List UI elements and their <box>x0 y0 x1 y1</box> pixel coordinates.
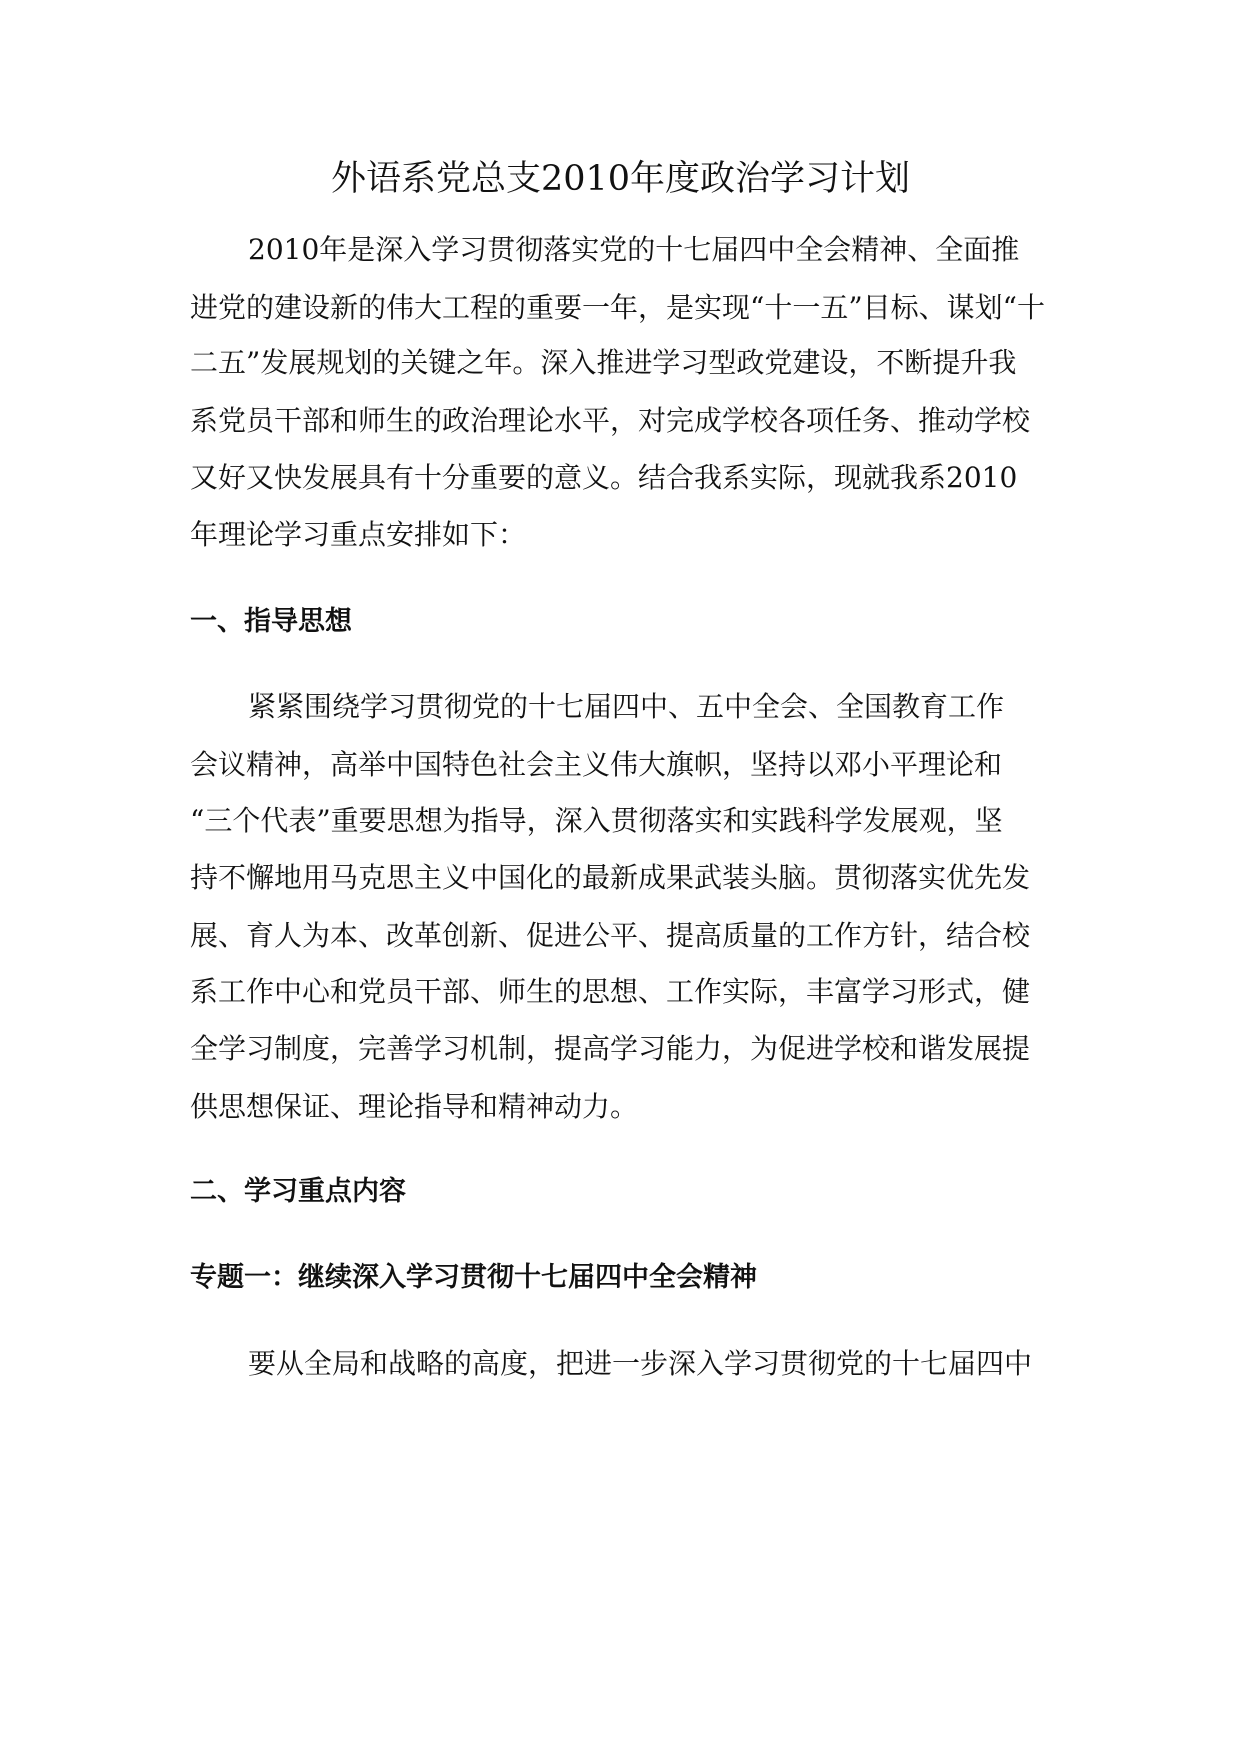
section-1-line-3: “三个代表”重要思想为指导，深入贯彻落实和实践科学发展观，坚 <box>190 804 1003 837</box>
intro-line-4: 系党员干部和师生的政治理论水平，对完成学校各项任务、推动学校 <box>190 404 1031 437</box>
intro-line-1: 2010年是深入学习贯彻落实党的十七届四中全会精神、全面推 <box>248 233 1020 266</box>
intro-line-2: 进党的建设新的伟大工程的重要一年，是实现“十一五”目标、谋划“十 <box>190 291 1045 324</box>
section-1-heading: 一、指导思想 <box>190 606 352 637</box>
section-1-line-5: 展、育人为本、改革创新、促进公平、提高质量的工作方针，结合校 <box>190 919 1031 952</box>
section-1-line-6: 系工作中心和党员干部、师生的思想、工作实际，丰富学习形式，健 <box>190 975 1031 1008</box>
section-1-line-1: 紧紧围绕学习贯彻党的十七届四中、五中全会、全国教育工作 <box>248 690 1005 723</box>
section-1-line-8: 供思想保证、理论指导和精神动力。 <box>190 1090 639 1123</box>
intro-line-5: 又好又快发展具有十分重要的意义。结合我系实际，现就我系2010 <box>190 461 1018 494</box>
topic-1-line-1: 要从全局和战略的高度，把进一步深入学习贯彻党的十七届四中 <box>248 1347 1033 1380</box>
topic-1-heading: 专题一：继续深入学习贯彻十七届四中全会精神 <box>190 1262 757 1293</box>
document-title: 外语系党总支2010年度政治学习计划 <box>330 159 911 199</box>
section-2-heading: 二、学习重点内容 <box>190 1176 406 1207</box>
section-1-line-4: 持不懈地用马克思主义中国化的最新成果武装头脑。贯彻落实优先发 <box>190 861 1031 894</box>
section-1-line-7: 全学习制度，完善学习机制，提高学习能力，为促进学校和谐发展提 <box>190 1032 1031 1065</box>
intro-line-6: 年理论学习重点安排如下： <box>190 518 527 551</box>
section-1-line-2: 会议精神，高举中国特色社会主义伟大旗帜，坚持以邓小平理论和 <box>190 748 1003 781</box>
intro-line-3: 二五”发展规划的关键之年。深入推进学习型政党建设，不断提升我 <box>190 346 1017 379</box>
